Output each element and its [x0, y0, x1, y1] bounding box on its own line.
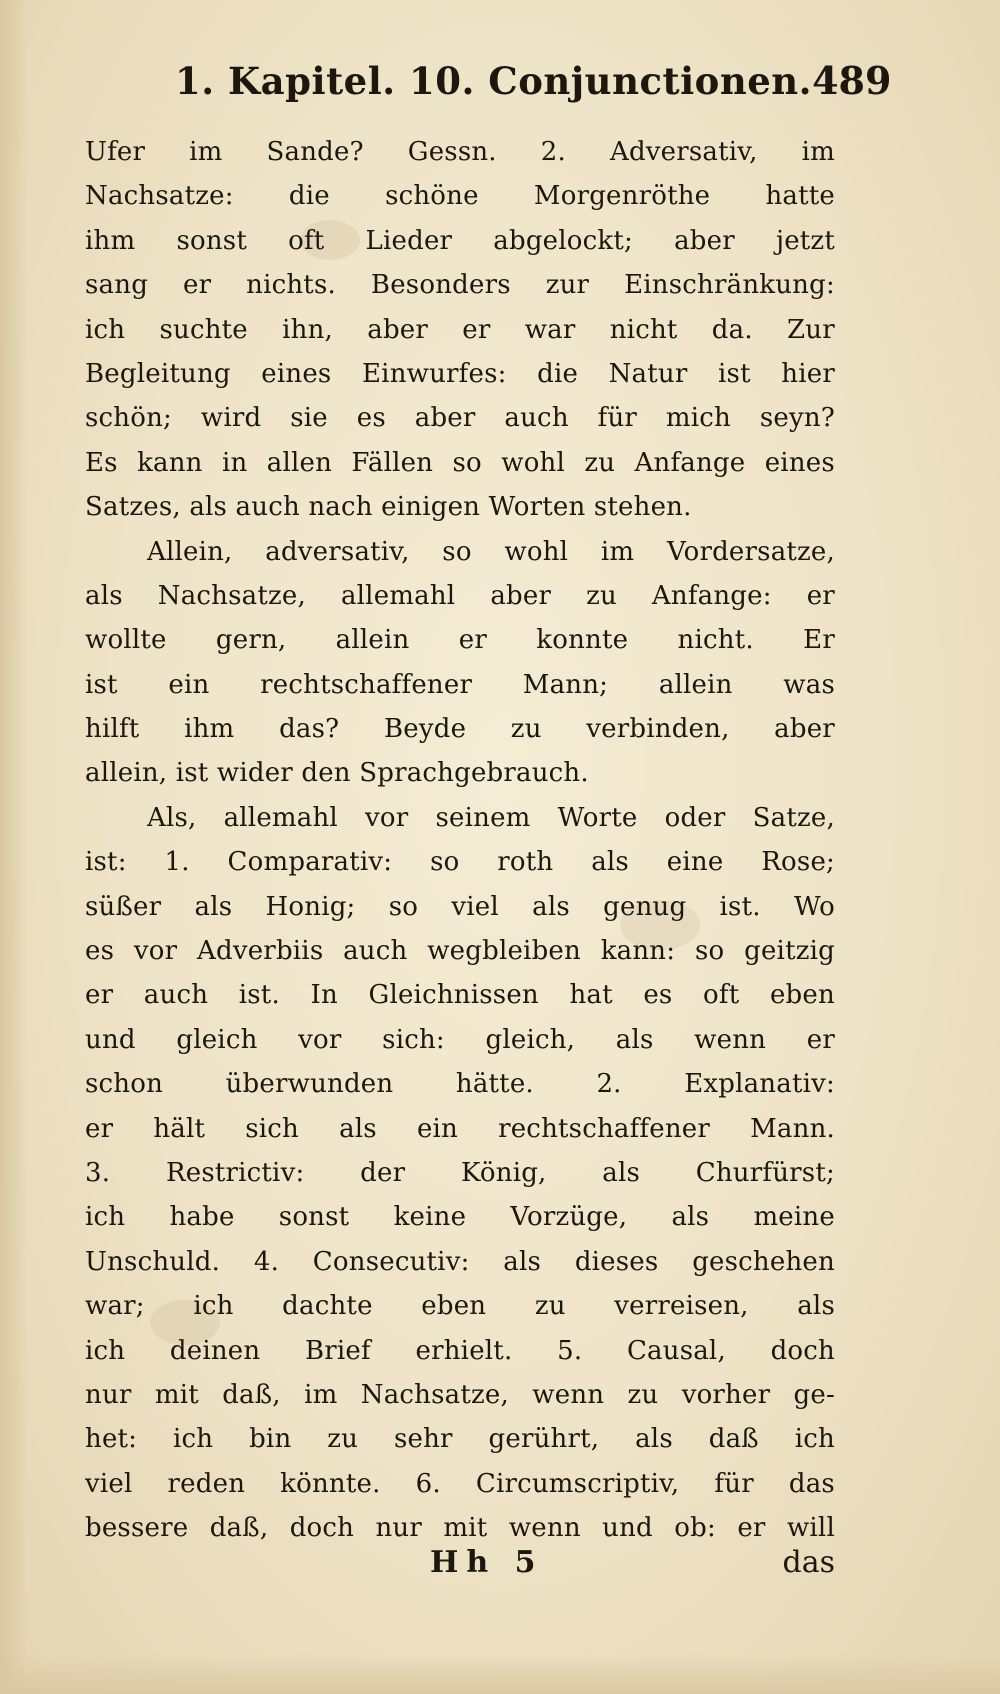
- word: es: [85, 936, 115, 967]
- word: es: [356, 403, 386, 434]
- word: als: [339, 1113, 377, 1144]
- word: adversativ,: [265, 536, 410, 567]
- word: ich: [794, 1424, 835, 1455]
- word: ihm: [184, 714, 235, 745]
- word: hält: [153, 1113, 206, 1144]
- word: auch: [143, 980, 209, 1011]
- body-text: [85, 130, 835, 1551]
- word: sich: [245, 1113, 299, 1144]
- word: ich: [193, 1291, 234, 1322]
- word: ich: [85, 314, 126, 345]
- word: aber: [774, 714, 835, 745]
- word: allemahl: [223, 802, 338, 833]
- word: abgelockt;: [493, 225, 633, 256]
- word: als: [194, 891, 233, 922]
- word: zu: [627, 1379, 659, 1410]
- word: wird: [200, 403, 262, 434]
- word: hat: [569, 980, 613, 1011]
- text-line: [85, 263, 835, 307]
- word: 5.: [557, 1335, 583, 1366]
- word: hilft: [85, 714, 140, 745]
- text-line: [85, 929, 835, 973]
- word: Anfange:: [651, 580, 772, 611]
- text-line: [85, 1062, 835, 1106]
- word: Beyde: [383, 714, 467, 745]
- word: ein: [416, 1113, 458, 1144]
- word: Causal,: [626, 1335, 726, 1366]
- word: als: [591, 847, 629, 878]
- word: was: [783, 669, 835, 700]
- word: geschehen: [692, 1246, 835, 1277]
- word: Rose;: [761, 847, 835, 878]
- word: er: [85, 1113, 114, 1144]
- word: Nachsatze:: [85, 181, 234, 212]
- word: zur: [545, 270, 590, 301]
- signature-mark: Hh 5: [430, 1545, 544, 1580]
- word: viel: [85, 1468, 133, 1499]
- word: im: [304, 1379, 338, 1410]
- page-edge-shadow-left: [0, 0, 28, 1694]
- page-header: [175, 58, 892, 118]
- word: Zur: [787, 314, 835, 345]
- word: keine: [393, 1202, 467, 1233]
- word: könnte.: [280, 1468, 381, 1499]
- word: Einwurfes:: [362, 358, 507, 389]
- word: Adversativ,: [609, 137, 758, 167]
- page-number: 489: [812, 58, 892, 103]
- text-line: [85, 1018, 835, 1062]
- word: die: [537, 358, 579, 389]
- word: bessere: [85, 1513, 189, 1544]
- word: wohl: [504, 536, 569, 567]
- word: die: [288, 181, 330, 212]
- paragraph-start-line: [85, 796, 835, 840]
- word: vor: [133, 936, 178, 967]
- line-text: Satzes, als auch nach einigen Worten stehen.: [85, 492, 692, 523]
- word: oft: [288, 225, 325, 256]
- word: ihn,: [282, 314, 334, 345]
- word: er: [806, 1024, 835, 1055]
- word: Adverbiis: [197, 936, 324, 967]
- word: dieses: [574, 1246, 659, 1277]
- word: auch: [504, 403, 569, 434]
- word: nicht.: [677, 625, 754, 656]
- word: er: [806, 580, 835, 611]
- word: im: [189, 137, 223, 167]
- word: Wo: [793, 891, 835, 922]
- word: Gleichnissen: [368, 980, 539, 1011]
- word: gern,: [215, 625, 287, 656]
- text-line: [85, 751, 835, 795]
- word: König,: [460, 1157, 547, 1188]
- word: für: [597, 403, 638, 434]
- word: daß,: [222, 1379, 281, 1410]
- word: und: [85, 1024, 136, 1055]
- word: sich:: [382, 1024, 445, 1055]
- word: geitzig: [744, 936, 835, 967]
- word: ich: [85, 1202, 126, 1233]
- catchword: das: [782, 1545, 835, 1580]
- paragraph-start-line: [85, 530, 835, 574]
- word: allein: [658, 669, 733, 700]
- word: mit: [154, 1379, 199, 1410]
- word: ist.: [719, 891, 761, 922]
- word: rechtschaffener: [260, 669, 473, 700]
- text-line: [85, 1417, 835, 1461]
- text-line: [85, 885, 835, 929]
- word: wohl: [501, 447, 566, 478]
- text-line: [85, 1240, 835, 1284]
- word: Vordersatze,: [667, 536, 835, 567]
- word: het:: [85, 1424, 138, 1455]
- text-line: [85, 1506, 835, 1550]
- word: Begleitung: [85, 358, 231, 389]
- word: Als,: [147, 802, 197, 833]
- word: Nachsatze,: [157, 580, 306, 611]
- word: seinem: [435, 802, 531, 833]
- word: als: [635, 1424, 673, 1455]
- word: ist.: [238, 980, 280, 1011]
- word: Mann;: [522, 669, 609, 700]
- word: aber: [674, 225, 735, 256]
- text-line: [85, 1373, 835, 1417]
- word: kann:: [600, 936, 676, 967]
- page-edge-shadow-bottom: [0, 1654, 1000, 1694]
- word: zu: [584, 447, 616, 478]
- word: hätte.: [455, 1069, 534, 1100]
- word: bin: [249, 1424, 292, 1455]
- word: der: [360, 1157, 406, 1188]
- running-head: 1. Kapitel. 10. Conjunctionen.: [175, 59, 813, 103]
- word: daß: [708, 1424, 759, 1455]
- word: so: [694, 936, 725, 967]
- text-line: [85, 174, 835, 218]
- word: allemahl: [340, 580, 456, 611]
- word: schön;: [85, 403, 173, 434]
- word: Ufer: [85, 137, 146, 167]
- word: gleich,: [485, 1024, 576, 1055]
- word: sonst: [176, 225, 247, 256]
- word: aber: [367, 314, 429, 345]
- word: Vorzüge,: [510, 1202, 628, 1233]
- word: viel: [451, 891, 499, 922]
- word: schon: [85, 1069, 164, 1100]
- text-line: [85, 308, 835, 352]
- word: 6.: [415, 1468, 441, 1499]
- text-line: [85, 707, 835, 751]
- word: so: [442, 536, 472, 567]
- word: rechtschaffener: [498, 1113, 711, 1144]
- word: er: [85, 980, 114, 1011]
- word: im: [600, 536, 635, 567]
- word: vor: [298, 1024, 342, 1055]
- text-line: [85, 219, 835, 263]
- word: deinen: [169, 1335, 261, 1366]
- word: Explanativ:: [684, 1069, 835, 1100]
- word: daß,: [209, 1513, 269, 1544]
- word: ist: [718, 358, 751, 389]
- word: das: [788, 1468, 835, 1499]
- text-line: [85, 840, 835, 884]
- word: Gessn.: [407, 137, 497, 167]
- word: hier: [781, 358, 835, 389]
- word: Lieder: [365, 225, 453, 256]
- word: allein: [335, 625, 410, 656]
- word: wenn: [694, 1024, 767, 1055]
- word: In: [310, 980, 338, 1011]
- word: schöne: [385, 181, 479, 212]
- page-footer: [85, 1545, 835, 1595]
- word: Sande?: [266, 137, 364, 167]
- word: habe: [169, 1202, 235, 1233]
- word: nur: [375, 1513, 423, 1544]
- word: so: [388, 891, 419, 922]
- word: suchte: [159, 314, 248, 345]
- word: verreisen,: [614, 1291, 749, 1322]
- word: gleich: [176, 1024, 258, 1055]
- text-line: [85, 1195, 835, 1239]
- word: er: [458, 625, 487, 656]
- word: auch: [343, 936, 408, 967]
- word: als: [797, 1291, 835, 1322]
- word: 2.: [540, 137, 566, 167]
- text-line: [85, 1151, 835, 1195]
- word: reden: [167, 1468, 246, 1499]
- text-line: [85, 1329, 835, 1373]
- word: zu: [586, 580, 617, 611]
- word: Restrictiv:: [165, 1157, 305, 1188]
- word: Besonders: [370, 270, 511, 301]
- word: als: [85, 580, 123, 611]
- word: Anfange: [634, 447, 746, 478]
- word: kann: [137, 447, 203, 478]
- word: eben: [769, 980, 835, 1011]
- word: hatte: [765, 181, 835, 212]
- word: ob:: [674, 1513, 716, 1544]
- text-line: [85, 396, 835, 440]
- word: als: [602, 1157, 641, 1188]
- word: jetzt: [775, 225, 835, 256]
- word: Fällen: [351, 447, 434, 478]
- word: eine: [666, 847, 724, 878]
- word: so: [430, 847, 460, 878]
- word: für: [714, 1468, 754, 1499]
- word: so: [452, 447, 482, 478]
- word: er: [737, 1513, 766, 1544]
- word: Mann.: [750, 1113, 835, 1144]
- word: Comparativ:: [227, 847, 393, 878]
- text-line: [85, 973, 835, 1017]
- word: konnte: [536, 625, 629, 656]
- word: dachte: [282, 1291, 373, 1322]
- word: 4.: [253, 1246, 280, 1277]
- word: Allein,: [147, 536, 233, 567]
- word: mit: [443, 1513, 488, 1544]
- word: wegbleiben: [427, 936, 581, 967]
- word: er: [182, 270, 212, 301]
- word: Honig;: [265, 891, 356, 922]
- word: aber: [490, 580, 552, 611]
- word: verbinden,: [586, 714, 730, 745]
- word: da.: [711, 314, 753, 345]
- word: meine: [753, 1202, 835, 1233]
- word: mich: [665, 403, 731, 434]
- word: doch: [770, 1335, 835, 1366]
- word: roth: [497, 847, 554, 878]
- word: Satze,: [752, 802, 835, 833]
- word: zu: [534, 1291, 566, 1322]
- word: oft: [703, 980, 740, 1011]
- word: ich: [173, 1424, 214, 1455]
- word: Unschuld.: [85, 1246, 221, 1277]
- word: wollte: [85, 625, 167, 656]
- word: als: [671, 1202, 710, 1233]
- word: Nachsatze,: [360, 1379, 509, 1410]
- word: vor: [365, 802, 409, 833]
- text-line: [85, 485, 835, 529]
- word: süßer: [85, 891, 162, 922]
- text-line: [85, 130, 835, 174]
- word: nur: [85, 1379, 132, 1410]
- word: überwunden: [225, 1069, 394, 1100]
- word: nichts.: [246, 270, 336, 301]
- text-line: [85, 618, 835, 662]
- word: allen: [266, 447, 333, 478]
- line-text: allein, ist wider den Sprachgebrauch.: [85, 758, 589, 789]
- word: sie: [290, 403, 328, 434]
- word: sonst: [278, 1202, 350, 1233]
- word: genug: [603, 891, 687, 922]
- word: es: [643, 980, 673, 1011]
- word: als: [503, 1246, 542, 1277]
- word: in: [221, 447, 248, 478]
- word: Worte: [557, 802, 638, 833]
- word: Natur: [608, 358, 688, 389]
- word: zu: [510, 714, 542, 745]
- word: ich: [85, 1335, 126, 1366]
- text-line: [85, 1284, 835, 1328]
- word: ein: [168, 669, 210, 700]
- word: eines: [764, 447, 835, 478]
- word: seyn?: [759, 403, 835, 434]
- word: zu: [327, 1424, 359, 1455]
- word: sang: [85, 270, 149, 301]
- word: Brief: [304, 1335, 371, 1366]
- word: war;: [85, 1291, 145, 1322]
- text-line: [85, 1462, 835, 1506]
- word: 3.: [85, 1157, 111, 1188]
- text-line: [85, 1107, 835, 1151]
- word: aber: [414, 403, 476, 434]
- word: vorher: [681, 1379, 771, 1410]
- word: Er: [803, 625, 835, 656]
- word: ist: [85, 669, 118, 700]
- word: eines: [261, 358, 332, 389]
- word: 2.: [596, 1069, 622, 1100]
- word: Consecutiv:: [312, 1246, 470, 1277]
- text-line: [85, 352, 835, 396]
- word: im: [801, 137, 835, 167]
- word: das?: [279, 714, 340, 745]
- word: doch: [289, 1513, 355, 1544]
- word: er: [462, 314, 491, 345]
- word: ge-: [793, 1379, 835, 1410]
- word: will: [786, 1513, 835, 1544]
- word: war: [524, 314, 576, 345]
- word: oder: [664, 802, 726, 833]
- word: wenn: [508, 1513, 581, 1544]
- text-line: [85, 574, 835, 618]
- text-line: [85, 663, 835, 707]
- word: und: [602, 1513, 653, 1544]
- word: als: [615, 1024, 654, 1055]
- word: Einschränkung:: [624, 270, 835, 301]
- word: erhielt.: [415, 1335, 513, 1366]
- word: Morgenröthe: [533, 181, 711, 212]
- word: eben: [421, 1291, 487, 1322]
- word: Es: [85, 447, 118, 478]
- word: 1.: [164, 847, 190, 878]
- word: wenn: [532, 1379, 605, 1410]
- word: nicht: [609, 314, 678, 345]
- word: ihm: [85, 225, 136, 256]
- word: Churfürst;: [695, 1157, 835, 1188]
- word: ist:: [85, 847, 127, 878]
- text-line: [85, 441, 835, 485]
- word: als: [532, 891, 570, 922]
- word: sehr: [393, 1424, 453, 1455]
- word: Circumscriptiv,: [475, 1468, 680, 1499]
- word: gerührt,: [488, 1424, 600, 1455]
